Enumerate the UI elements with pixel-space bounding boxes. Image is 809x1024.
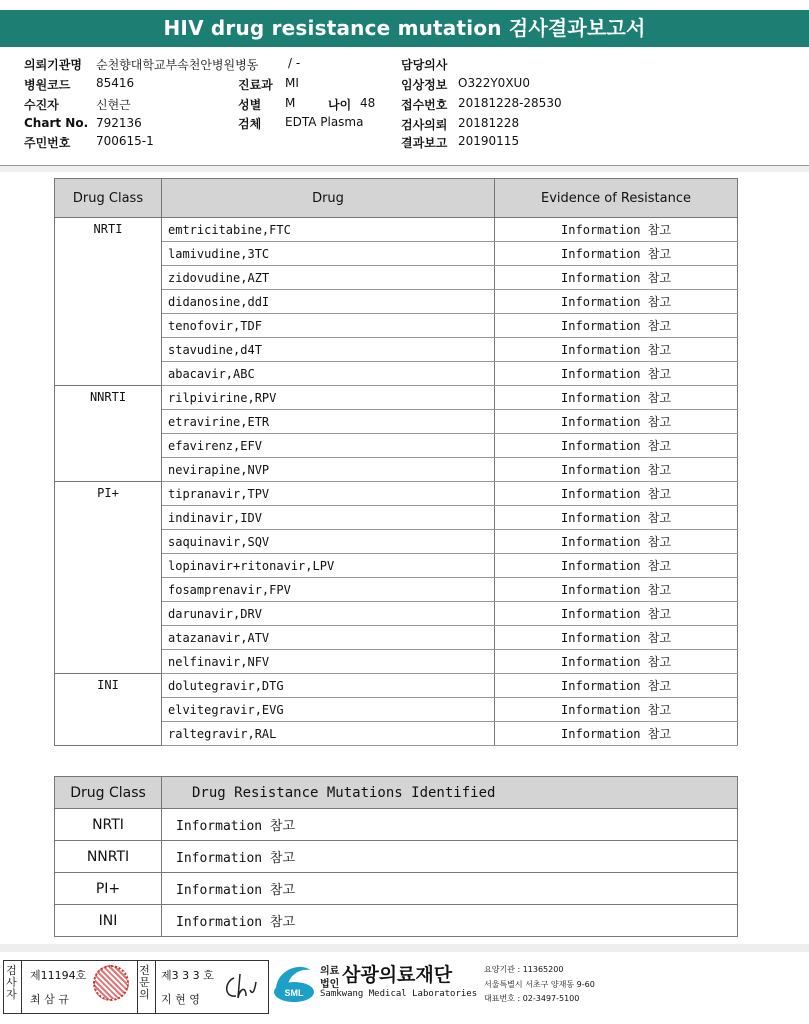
drug-cell: didanosine,ddI (162, 290, 495, 314)
department-label: 진료과 (238, 78, 273, 92)
mutation-value-cell: Information 참고 (162, 841, 738, 873)
chart-no-label: Chart No. (24, 116, 89, 130)
drug-class-cell: NNRTI (55, 386, 162, 482)
footer-band (0, 944, 809, 952)
drug-cell: lopinavir+ritonavir,LPV (162, 554, 495, 578)
evidence-cell: Information 참고 (495, 578, 738, 602)
drug-cell: emtricitabine,FTC (162, 218, 495, 242)
department-value: MI (285, 76, 299, 90)
drug-cell: zidovudine,AZT (162, 266, 495, 290)
evidence-cell: Information 참고 (495, 410, 738, 434)
report-date-label: 결과보고 (401, 136, 448, 150)
evidence-cell: Information 참고 (495, 386, 738, 410)
evidence-cell: Information 참고 (495, 482, 738, 506)
drug-cell: efavirenz,EFV (162, 434, 495, 458)
evidence-cell: Information 참고 (495, 290, 738, 314)
agency-no: 요양기관 : 11365200 (484, 965, 564, 974)
lab-phone: 대표번호 : 02-3497-5100 (484, 994, 580, 1003)
table-row (55, 873, 738, 905)
mutations-table (54, 776, 738, 937)
resident-no-label: 주민번호 (24, 136, 71, 150)
evidence-cell: Information 참고 (495, 506, 738, 530)
receipt-no-label: 접수번호 (401, 98, 448, 112)
patient-info-header (0, 47, 809, 166)
col-drug: Drug (162, 179, 495, 218)
drug-cell: stavudine,d4T (162, 338, 495, 362)
evidence-cell: Information 참고 (495, 722, 738, 746)
org-prefix-1: 의료 (320, 966, 340, 977)
mutation-value-cell: Information 참고 (162, 905, 738, 937)
drug-cell: abacavir,ABC (162, 362, 495, 386)
mutation-value-cell: Information 참고 (162, 809, 738, 841)
specialist-signature (222, 968, 262, 1004)
mutation-value-cell: Information 참고 (162, 873, 738, 905)
mutations-table-body (55, 809, 738, 937)
org-name: 삼광의료재단 (342, 964, 453, 986)
report-date-value: 20190115 (458, 134, 520, 148)
drug-cell: raltegravir,RAL (162, 722, 495, 746)
evidence-cell: Information 참고 (495, 266, 738, 290)
evidence-cell: Information 참고 (495, 530, 738, 554)
separator-band (0, 166, 809, 172)
specimen-label: 검체 (238, 117, 262, 131)
lab-logo (270, 960, 318, 1008)
lab-address: 서울특별시 서초구 양재동 9-60 (484, 980, 595, 989)
evidence-cell: Information 참고 (495, 458, 738, 482)
col-evidence: Evidence of Resistance (495, 179, 738, 218)
org-prefix-2: 법인 (320, 979, 340, 990)
chart-no-value: 792136 (96, 116, 142, 130)
drug-class-cell: NRTI (55, 218, 162, 386)
drug-cell: fosamprenavir,FPV (162, 578, 495, 602)
drug-cell: darunavir,DRV (162, 602, 495, 626)
col2-drug-class: Drug Class (55, 777, 162, 809)
logo-text: SML (284, 988, 304, 998)
specialist-license: 제3 3 3 호 (161, 969, 214, 982)
requester-label: 의뢰기관명 (24, 58, 82, 72)
drug-cell: elvitegravir,EVG (162, 698, 495, 722)
specialist-label: 전문의 (139, 964, 150, 1001)
evidence-cell: Information 참고 (495, 314, 738, 338)
drug-cell: etravirine,ETR (162, 410, 495, 434)
receipt-no-value: 20181228-28530 (458, 96, 562, 110)
requester-value: 순천향대학교부속천안병원병동 (96, 58, 259, 72)
request-date-label: 검사의뢰 (401, 118, 448, 132)
patient-value: 신현근 (96, 98, 131, 112)
table-row (55, 674, 738, 698)
evidence-cell: Information 참고 (495, 242, 738, 266)
evidence-cell: Information 참고 (495, 434, 738, 458)
drug-cell: indinavir,IDV (162, 506, 495, 530)
request-date-value: 20181228 (458, 116, 520, 130)
drug-cell: dolutegravir,DTG (162, 674, 495, 698)
drug-resistance-table (54, 178, 738, 746)
drug-cell: rilpivirine,RPV (162, 386, 495, 410)
examiner-name: 최 삼 규 (30, 993, 69, 1006)
drug-cell: atazanavir,ATV (162, 626, 495, 650)
table-row (55, 482, 738, 506)
evidence-cell: Information 참고 (495, 362, 738, 386)
col2-mutations: Drug Resistance Mutations Identified (162, 777, 738, 809)
drug-cell: saquinavir,SQV (162, 530, 495, 554)
drug-table-body (55, 218, 738, 746)
drug-class-cell: INI (55, 674, 162, 746)
age-label: 나이 (328, 98, 352, 112)
clinical-info-value: O322Y0XU0 (458, 76, 530, 90)
drug-cell: tenofovir,TDF (162, 314, 495, 338)
evidence-cell: Information 참고 (495, 674, 738, 698)
examiner-label: 검사자 (6, 964, 17, 1001)
drug-cell: nelfinavir,NFV (162, 650, 495, 674)
drug-class-cell: PI+ (55, 482, 162, 674)
evidence-cell: Information 참고 (495, 698, 738, 722)
evidence-cell: Information 참고 (495, 554, 738, 578)
clinical-info-label: 임상정보 (401, 78, 448, 92)
evidence-cell: Information 참고 (495, 602, 738, 626)
physician-label: 담당의사 (401, 58, 448, 72)
table-row (55, 386, 738, 410)
evidence-cell: Information 참고 (495, 218, 738, 242)
mutation-class-cell: PI+ (55, 873, 162, 905)
hospital-code-value: 85416 (96, 76, 135, 90)
mutation-class-cell: INI (55, 905, 162, 937)
evidence-cell: Information 참고 (495, 626, 738, 650)
resident-no-value: 700615-1 (96, 134, 154, 148)
hospital-code-label: 병원코드 (24, 78, 71, 92)
report-title: HIV drug resistance mutation 검사결과보고서 (163, 16, 646, 40)
evidence-cell: Information 참고 (495, 338, 738, 362)
age-value: 48 (360, 96, 376, 110)
table-row (55, 905, 738, 937)
col-drug-class: Drug Class (55, 179, 162, 218)
mutation-class-cell: NNRTI (55, 841, 162, 873)
table-row (55, 218, 738, 242)
patient-label: 수진자 (24, 98, 59, 112)
table-row (55, 841, 738, 873)
ward-extra: / - (288, 56, 301, 70)
examiner-seal-stamp (93, 965, 129, 1001)
report-title-bar (0, 10, 809, 47)
table-row (55, 809, 738, 841)
specialist-name: 지 현 영 (161, 993, 200, 1006)
examiner-license: 제11194호 (30, 969, 87, 982)
mutation-class-cell: NRTI (55, 809, 162, 841)
drug-cell: lamivudine,3TC (162, 242, 495, 266)
sml-logo-icon (270, 960, 318, 1004)
sex-label: 성별 (238, 98, 262, 112)
sex-value: M (285, 96, 296, 110)
drug-cell: nevirapine,NVP (162, 458, 495, 482)
specimen-value: EDTA Plasma (285, 115, 364, 129)
evidence-cell: Information 참고 (495, 650, 738, 674)
org-english: Samkwang Medical Laboratories (320, 989, 478, 999)
drug-cell: tipranavir,TPV (162, 482, 495, 506)
